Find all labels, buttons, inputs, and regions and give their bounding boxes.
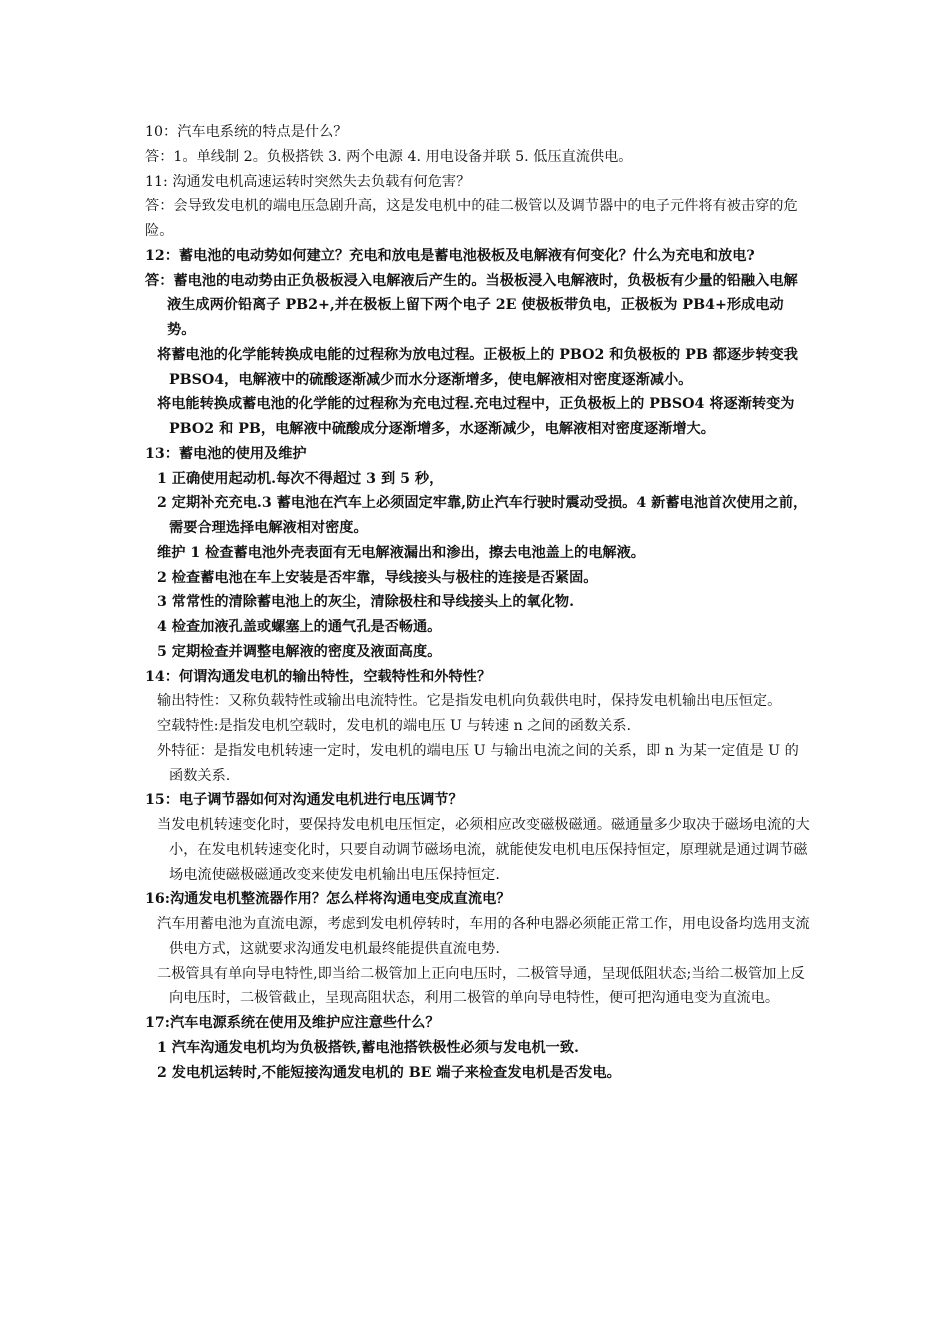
answer-17-item-2: 2 发电机运转时,不能短接沟通发电机的 BE 端子来检查发电机是否发电。 (157, 1064, 621, 1081)
answer-14-output: 输出特性：又称负载特性或输出电流特性。它是指发电机向负载供电时，保持发电机输出电压恒定。 (157, 693, 782, 710)
answer-13-item-2: 2 定期补充充电.3 蓄电池在汽车上必须固定牢靠,防止汽车行驶时震动受损。4 新蓄电池首次使用之前，需要合理选择电解液相对密度。 (157, 495, 808, 536)
answer-14-external: 外特征：是指发电机转速一定时，发电机的端电压 U 与输出电流之间的关系，即 n 为某一定值是 U 的函数关系. (157, 742, 799, 784)
question-17: 17:汽车电源系统在使用及维护应注意些什么？ (145, 1015, 440, 1031)
answer-17-item-1: 1 汽车沟通发电机均为负极搭铁,蓄电池搭铁极性必须与发电机一致. (157, 1039, 579, 1056)
answer-16-part-2: 二极管具有单向导电特性,即当给二极管加上正向电压时，二极管导通，呈现低阻状态;当给二极管加上反向电压时，二极管截止，呈现高阻状态，利用二极管的单向导电特性，便可把沟通电变为直流电。 (157, 965, 805, 1007)
answer-13-item-1: 1 正确使用起动机.每次不得超过 3 到 5 秒， (157, 470, 444, 487)
answer-11: 答：会导致发电机的端电压急剧升高，这是发电机中的硅二极管以及调节器中的电子元件将有被击穿的危险。 (145, 198, 798, 239)
question-14: 14：何谓沟通发电机的输出特性，空载特性和外特性？ (145, 668, 492, 685)
question-15: 15：电子调节器如何对沟通发电机进行电压调节？ (145, 792, 463, 809)
answer-12: 答：蓄电池的电动势由正负极板浸入电解液后产生的。当极板浸入电解液时，负极板有少量的铅融入电解液生成两价铅离子 PB2+,并在极板上留下两个电子 2E 使极板带负电，正极板为 PB4+形成电动势。 (145, 272, 798, 338)
maintenance-item-5: 5 定期检查并调整电解液的密度及液面高度。 (157, 643, 442, 660)
answer-12-discharge: 将蓄电池的化学能转换成电能的过程称为放电过程。正极板上的 PBO2 和负极板的 PB 都逐步转变我 PBSO4，电解液中的硫酸逐渐减少而水分逐渐增多，使电解液相对密度逐渐减小。 (157, 346, 798, 388)
answer-12-charge: 将电能转换成蓄电池的化学能的过程称为充电过程.充电过程中，正负极板上的 PBSO4 将逐渐转变为 PBO2 和 PB，电解液中硫酸成分逐渐增多，水逐渐减少，电解液相对密度逐渐增大。 (157, 396, 795, 437)
answer-14-no-load: 空载特性:是指发电机空载时，发电机的端电压 U 与转速 n 之间的函数关系. (157, 718, 632, 734)
question-10: 10：汽车电系统的特点是什么？ (145, 124, 348, 140)
question-13: 13：蓄电池的使用及维护 (145, 445, 307, 462)
maintenance-item-2: 2 检查蓄电池在车上安装是否牢靠，导线接头与极柱的连接是否紧固。 (157, 569, 598, 586)
maintenance-item-3: 3 常常性的清除蓄电池上的灰尘，清除极柱和导线接头上的氧化物. (157, 594, 575, 611)
question-16: 16:沟通发电机整流器作用？怎么样将沟通电变成直流电？ (145, 891, 511, 908)
answer-16-part-1: 汽车用蓄电池为直流电源，考虑到发电机停转时，车用的各种电器必须能正常工作，用电设备均选用支流供电方式，这就要求沟通发电机最终能提供直流电势. (157, 916, 810, 957)
maintenance-item-1: 维护 1 检查蓄电池外壳表面有无电解液漏出和渗出，擦去电池盖上的电解液。 (157, 544, 645, 561)
question-12: 12：蓄电池的电动势如何建立？充电和放电是蓄电池极板及电解液有何变化？什么为充电和放电? (145, 247, 755, 264)
question-11: 11: 沟通发电机高速运转时突然失去负载有何危害？ (145, 173, 471, 190)
maintenance-item-4: 4 检查加液孔盖或螺塞上的通气孔是否畅通。 (157, 619, 442, 635)
answer-10: 答：1。单线制 2。负极搭铁 3. 两个电源 4. 用电设备并联 5. 低压直流供电。 (145, 148, 633, 165)
answer-15: 当发电机转速变化时，要保持发电机电压恒定，必须相应改变磁极磁通。磁通量多少取决于磁场电流的大小，在发电机转速变化时，只要自动调节磁场电流，就能使发电机电压保持恒定，原理就是通过调节磁场电流使磁极磁通改变来使发电机输出电压保持恒定. (157, 817, 810, 883)
document-page (145, 120, 810, 1085)
